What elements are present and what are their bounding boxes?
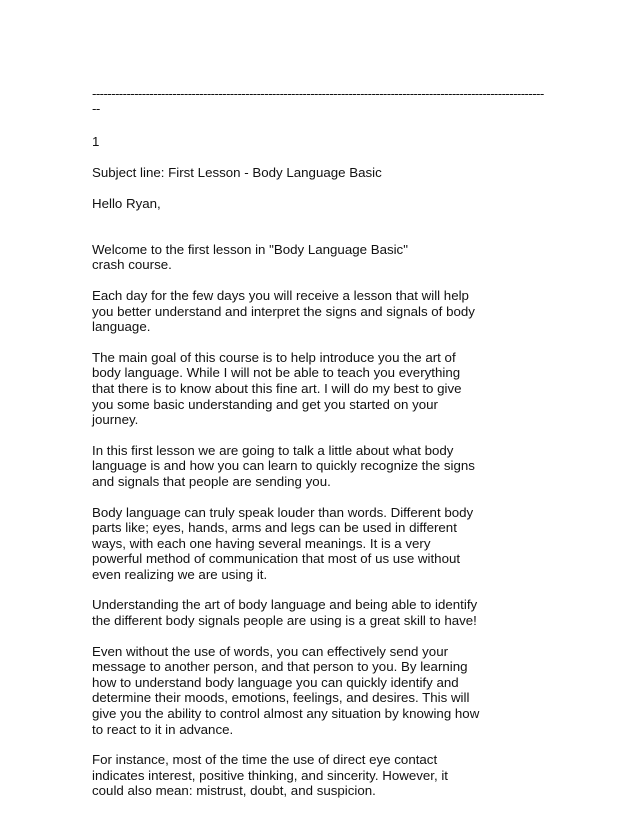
paragraph-first-lesson: In this first lesson we are going to talk a little about what body language is and how you can learn to quickly recognize the signs and signals that people are sending you. bbox=[92, 442, 475, 489]
paragraph-welcome: Welcome to the first lesson in "Body Language Basic" crash course. bbox=[92, 241, 408, 273]
page-number: 1 bbox=[92, 134, 100, 149]
subject-line: Subject line: First Lesson - Body Language Basic bbox=[92, 164, 382, 180]
paragraph-main-goal: The main goal of this course is to help introduce you the art of body language. While I will not be able to teach you everything that there is to know about this fine art. I will do my best to give you some basic understanding and get you started on your journey. bbox=[92, 349, 462, 428]
paragraph-daily-lesson: Each day for the few days you will receive a lesson that will help you better understand and interpret the signs and signals of body language. bbox=[92, 287, 475, 335]
document-page bbox=[92, 86, 552, 799]
paragraph-without-words: Even without the use of words, you can effectively send your message to another person, and that person to you. By learning how to understand body language you can quickly identify and determine their moods, emotions, feelings, and desires. This will give you the ability to control almost any situation by knowing how to react to it in advance. bbox=[92, 643, 480, 737]
paragraph-louder-than-words: Body language can truly speak louder than words. Different body parts like; eyes, hands, arms and legs can be used in different ways, with each one having several meanings. It is a very powerful method of communication that most of us use without even realizing we are using it. bbox=[92, 504, 474, 582]
separator-rule: ------------------------------------------------------------------------------------------------------------------------ bbox=[92, 86, 544, 116]
greeting: Hello Ryan, bbox=[92, 196, 161, 212]
paragraph-for-instance: For instance, most of the time the use of direct eye contact indicates interest, positive thinking, and sincerity. However, it could also mean: mistrust, doubt, and suspicion. bbox=[92, 752, 448, 799]
paragraph-understanding: Understanding the art of body language and being able to identify the different body signals people are using is a great skill to have! bbox=[92, 597, 478, 629]
